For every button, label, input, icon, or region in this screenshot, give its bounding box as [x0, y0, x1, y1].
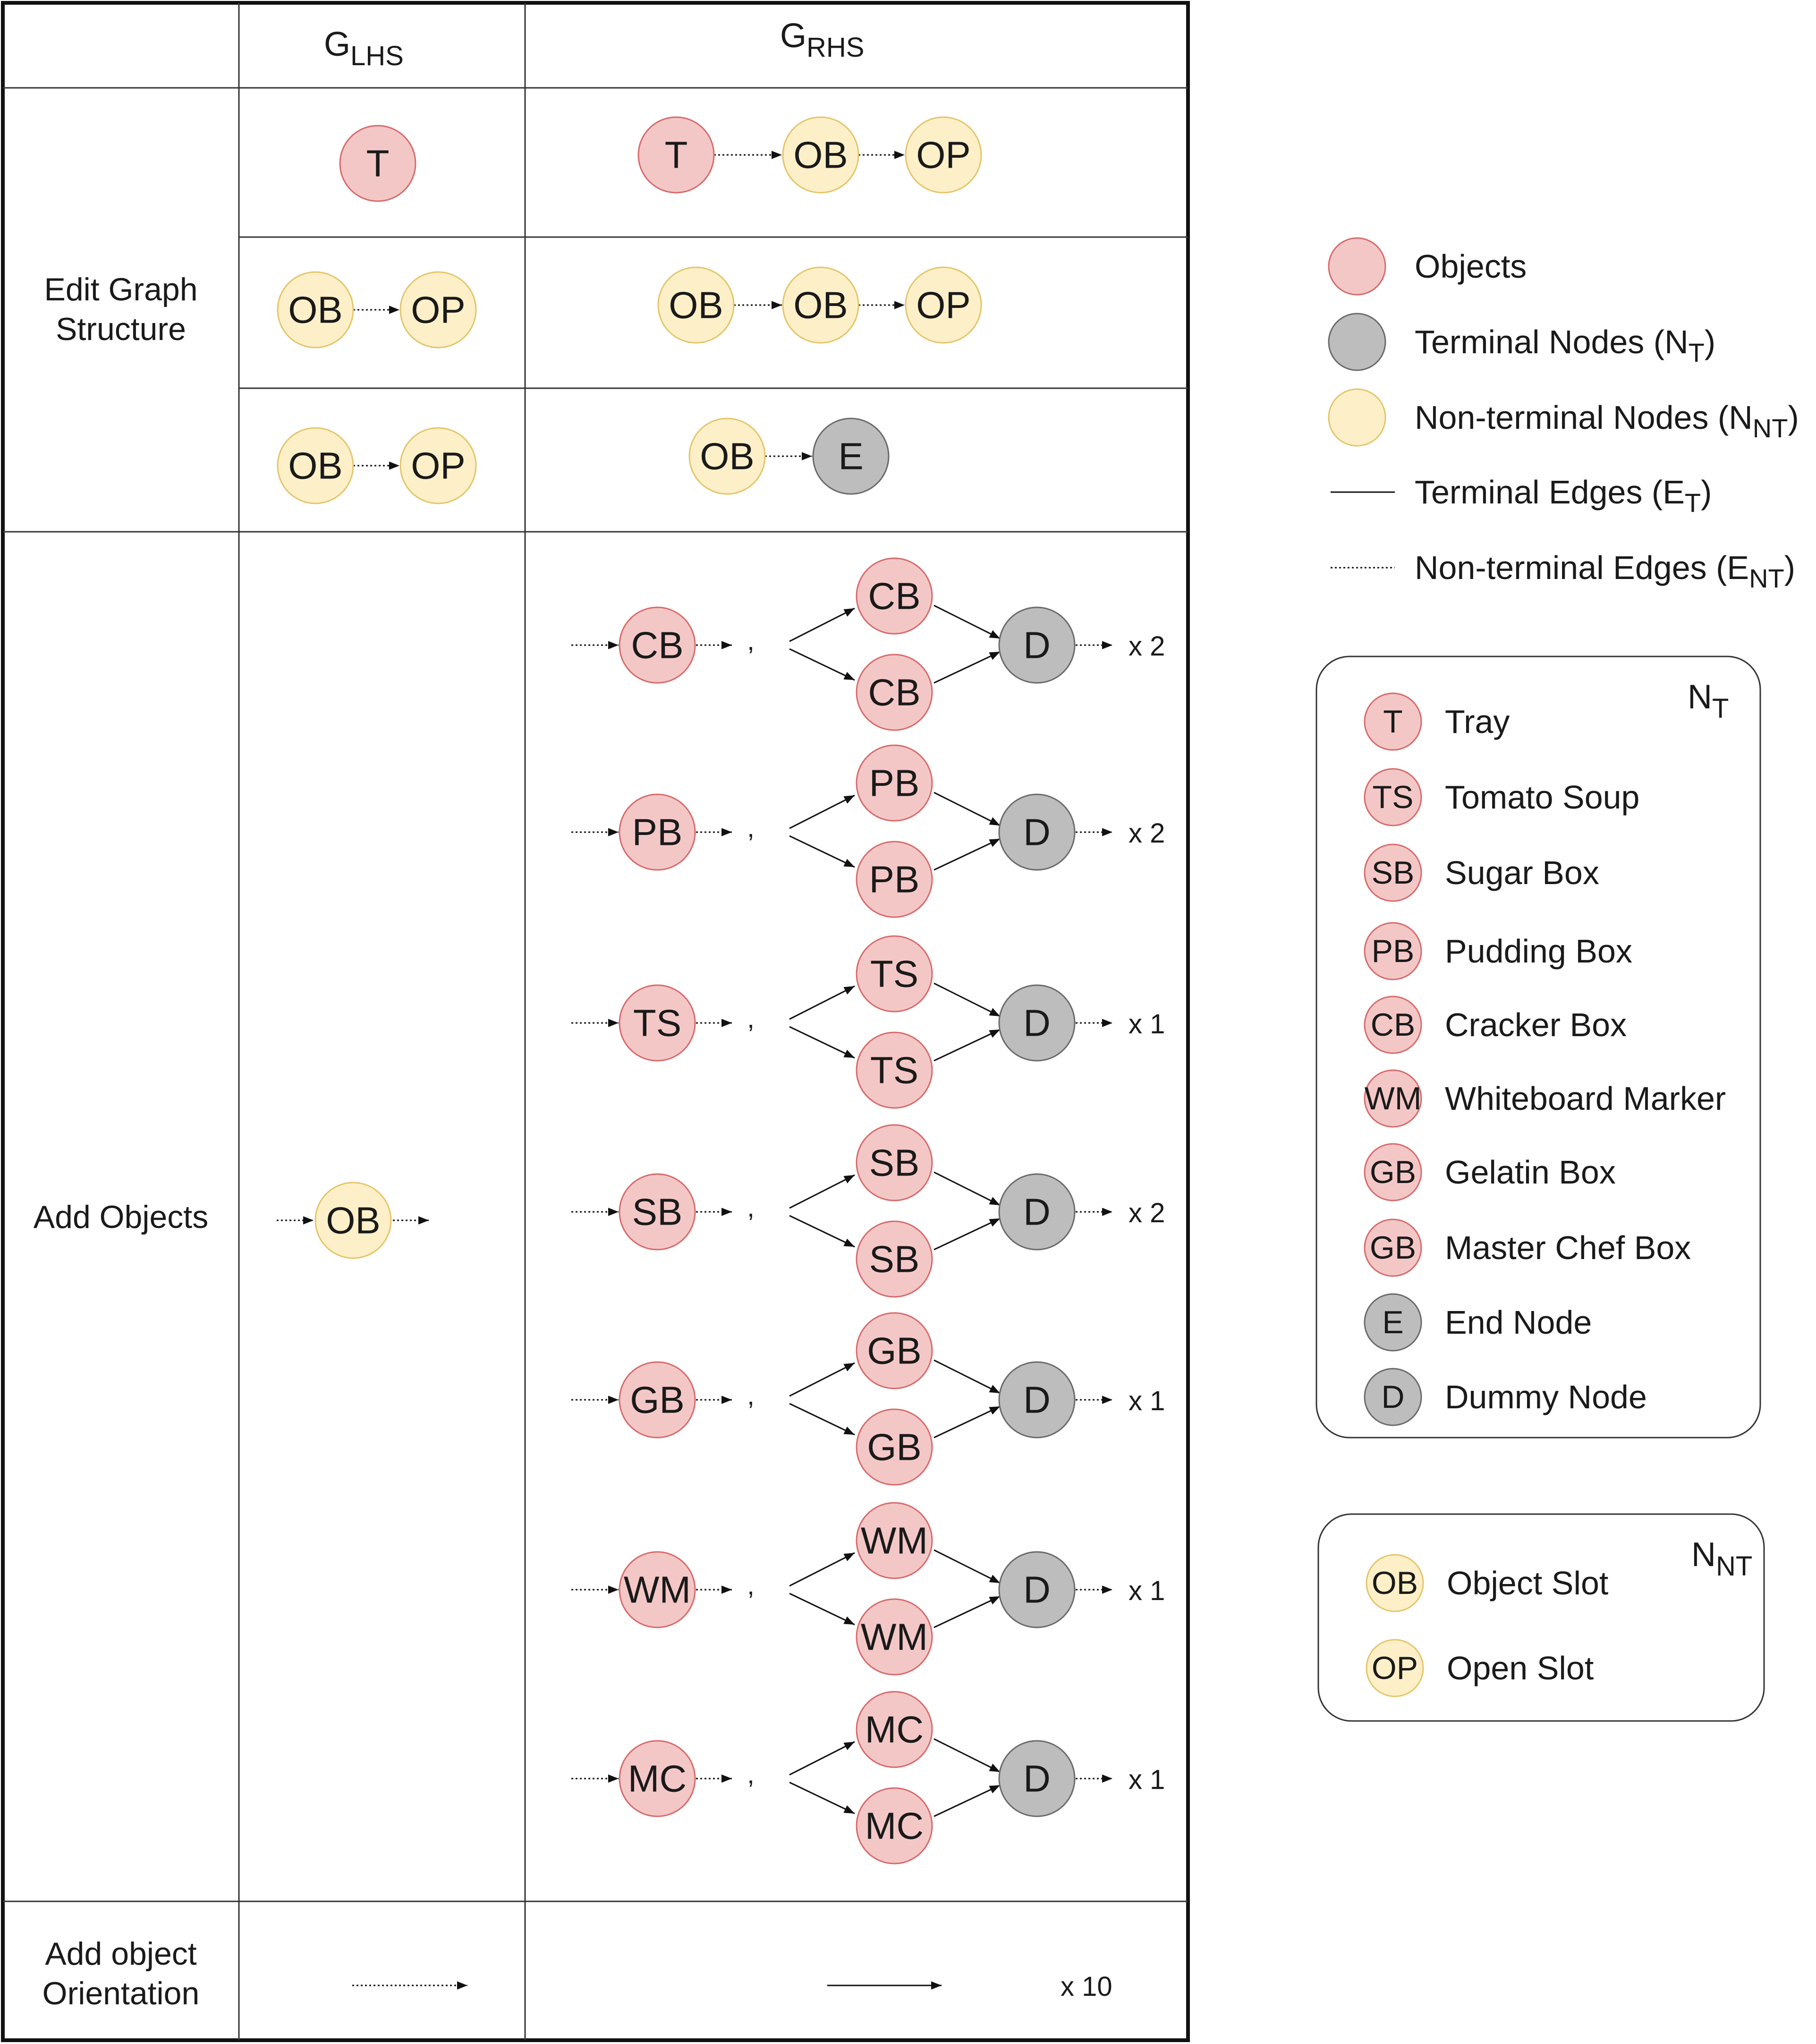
node-label: WM [860, 1519, 928, 1562]
add-objects-rule-pb-separator: , [747, 813, 755, 843]
legend-item-object [1329, 238, 1527, 295]
nonterminal-nodes-legend-swatch-ob [1366, 1555, 1423, 1611]
terminal-nodes-legend-swatch-e [1365, 1294, 1421, 1351]
add-objects-rule-gb-branch-bottom-edge [789, 1404, 855, 1435]
section-edit-graph-structure-line1: Edit Graph [44, 272, 198, 307]
add-objects-rule-mc-single-node [619, 1741, 695, 1816]
node-label: E [1382, 1304, 1404, 1340]
nonterminal-nodes-legend-title: $N_{NT}$ [1691, 1536, 1753, 1582]
terminal-nodes-legend-swatch-ts [1365, 769, 1421, 826]
terminal-nodes-legend-swatch-pb [1365, 923, 1421, 979]
terminal-nodes-legend-swatch-gb [1365, 1219, 1421, 1276]
add-objects-rule-cb-branch-bottom-edge [789, 649, 855, 680]
add-objects-rule-cb-separator: , [747, 626, 755, 656]
node-label: PB [632, 811, 683, 853]
add-objects-rule-pb-branch-bottom-edge [789, 836, 855, 867]
add-objects-rule-sb-branch-bottom-edge [789, 1216, 855, 1247]
add-objects-rule-pb-merge-bottom-edge [934, 839, 1000, 870]
add-objects-rule-gb-merge-top-edge [934, 1360, 1000, 1393]
add-objects-rule-sb-branch-top-edge [789, 1175, 855, 1208]
add-objects-rule-wm-dummy-node [999, 1552, 1075, 1627]
node-label: TS [1372, 779, 1414, 815]
add-objects-rule-ts-top-node [857, 936, 932, 1012]
node-label: OP [916, 284, 971, 326]
add-objects-rule-wm-branch-bottom-edge [789, 1593, 855, 1625]
add-objects-rule-cb-single-node [619, 607, 695, 683]
node-label: WM [623, 1568, 691, 1611]
add-objects-rule-wm-bottom-node [857, 1599, 932, 1675]
section-add-objects: Add Objects [33, 1199, 209, 1235]
rule3-lhs-node-op [400, 428, 476, 503]
node-label: OP [916, 134, 971, 176]
rule2-lhs-node-op [400, 272, 476, 348]
add-objects-rule-ts-dummy-node [999, 985, 1075, 1061]
legend-label: Non-terminal Nodes $(N_{NT})$ [1415, 399, 1799, 443]
add-objects-rule-mc-dummy-node [999, 1741, 1075, 1816]
node-label: D [1381, 1379, 1405, 1415]
node-label: MC [628, 1757, 687, 1800]
add-objects-rule-pb-merge-top-edge [934, 792, 1000, 826]
add-objects-rule-pb-single-node [619, 794, 695, 870]
add-objects-rule-cb-top-node [857, 558, 932, 634]
node-label: SB [632, 1191, 683, 1233]
terminal-nodes-legend-swatch-t [1365, 693, 1421, 750]
add-objects-rule-wm-multiplier: x 1 [1129, 1576, 1165, 1606]
node-label: D [1023, 811, 1051, 853]
node-label: OP [1371, 1650, 1418, 1686]
add-objects-rule-sb-top-node [857, 1125, 932, 1201]
add-objects-rule-mc-branch-bottom-edge [789, 1782, 855, 1814]
header-rhs: $G_{RHS}$ [780, 17, 865, 63]
terminal-nodes-legend-swatch-gb [1365, 1144, 1421, 1201]
add-objects-rule-wm-merge-bottom-edge [934, 1596, 1000, 1627]
terminal-nodes-legend [1316, 656, 1760, 1438]
node-label: MC [865, 1708, 924, 1751]
node-label: OB [288, 444, 343, 487]
node-label: GB [1369, 1154, 1417, 1190]
terminal-nodes-legend-label: End Node [1445, 1304, 1592, 1341]
node-label: CB [868, 575, 921, 617]
node-label: TS [870, 953, 919, 995]
node-label: PB [1371, 933, 1415, 969]
rule2-rhs-node-op [906, 267, 981, 343]
add-objects-rule-mc-multiplier: x 1 [1129, 1764, 1165, 1795]
node-label: OB [326, 1199, 381, 1242]
node-label: SB [1371, 855, 1415, 891]
add-objects-rule-sb-multiplier: x 2 [1129, 1198, 1165, 1228]
add-objects-rule-mc-merge-bottom-edge [934, 1785, 1000, 1816]
node-label: TS [633, 1002, 682, 1044]
add-objects-rule-cb-branch-top-edge [789, 608, 855, 641]
nodes-layer [278, 117, 1165, 2002]
add-objects-rule-sb-merge-top-edge [934, 1172, 1000, 1205]
add-objects-rule-gb-multiplier: x 1 [1129, 1386, 1165, 1416]
terminal-nodes-legend-label: Master Chef Box [1445, 1229, 1691, 1266]
add-objects-rule-sb-dummy-node [999, 1174, 1075, 1250]
add-objects-rule-ts-branch-top-edge [789, 986, 855, 1019]
node-label: TS [870, 1049, 919, 1091]
legend [1316, 238, 1799, 1721]
legend-label: Non-terminal Edges $(E_{NT})$ [1415, 549, 1796, 593]
add-objects-rule-cb-merge-bottom-edge [934, 652, 1000, 683]
legend-item-terminal-edge [1331, 474, 1712, 518]
node-label: WM [1364, 1081, 1422, 1116]
add-objects-rule-mc-separator: , [747, 1759, 755, 1789]
add-objects-rule-gb-dummy-node [999, 1362, 1075, 1438]
rule1-rhs-node-t [638, 117, 714, 193]
section-add-orientation-line1: Add object [45, 1936, 197, 1972]
terminal-nodes-legend-swatch-cb [1365, 996, 1421, 1053]
nonterminal-nodes-legend-swatch-op [1366, 1640, 1423, 1696]
node-label: D [1023, 1191, 1051, 1233]
header-lhs: $G_{LHS}$ [324, 26, 404, 71]
add-objects-rule-wm-single-node [619, 1552, 695, 1627]
add-objects-rule-cb-multiplier: x 2 [1129, 631, 1165, 662]
object-swatch [1329, 238, 1385, 295]
node-label: SB [869, 1238, 920, 1280]
terminal-nodes-legend-swatch-d [1365, 1369, 1421, 1425]
terminal-nodes-legend-label: Cracker Box [1445, 1006, 1627, 1043]
add-objects-rule-cb-bottom-node [857, 655, 932, 730]
add-objects-rule-wm-top-node [857, 1503, 932, 1578]
add-objects-rule-gb-branch-top-edge [789, 1363, 855, 1396]
rule3-rhs-node-e [813, 418, 889, 494]
node-label: PB [869, 858, 920, 901]
node-label: D [1023, 1379, 1051, 1421]
rule3-rhs-node-ob [689, 418, 765, 494]
orientation-multiplier: x 10 [1061, 1971, 1112, 2002]
legend-item-nonterminal-edge [1331, 549, 1795, 593]
add-objects-rule-pb-bottom-node [857, 842, 932, 917]
add-objects-lhs-node-ob [315, 1183, 391, 1258]
node-label: T [1383, 704, 1403, 740]
node-label: OP [411, 444, 466, 487]
add-objects-rule-gb-single-node [619, 1362, 695, 1438]
add-objects-rule-mc-bottom-node [857, 1788, 932, 1864]
node-label: OB [1371, 1565, 1418, 1601]
add-objects-rule-pb-multiplier: x 2 [1129, 818, 1165, 849]
nonterminal-nodes-legend-label: Open Slot [1447, 1650, 1594, 1686]
rule2-lhs-node-ob [278, 272, 353, 348]
edges-layer [277, 155, 1112, 1985]
add-objects-rule-ts-branch-bottom-edge [789, 1027, 855, 1058]
node-label: E [838, 435, 864, 477]
node-label: OB [669, 284, 723, 326]
legend-label: Terminal Nodes $(N_T)$ [1415, 324, 1716, 367]
terminal-nodes-legend-label: Whiteboard Marker [1445, 1080, 1726, 1117]
node-label: GB [630, 1379, 685, 1421]
node-label: T [366, 142, 390, 185]
node-label: D [1023, 1568, 1051, 1611]
node-label: GB [1369, 1230, 1417, 1266]
add-objects-rule-ts-merge-bottom-edge [934, 1030, 1000, 1061]
node-label: T [664, 134, 688, 176]
add-objects-rule-sb-merge-bottom-edge [934, 1218, 1000, 1250]
node-label: MC [865, 1805, 924, 1847]
rule2-rhs-node-ob [658, 267, 734, 343]
terminal-swatch [1329, 314, 1385, 370]
node-label: D [1023, 624, 1051, 666]
add-objects-rule-mc-top-node [857, 1692, 932, 1767]
nonterminal-swatch [1329, 389, 1385, 446]
node-label: WM [860, 1616, 928, 1658]
node-label: GB [867, 1329, 922, 1372]
add-objects-rule-pb-dummy-node [999, 794, 1075, 870]
node-label: CB [1370, 1007, 1416, 1043]
section-edit-graph-structure-line2: Structure [56, 311, 186, 347]
add-objects-rule-ts-separator: , [747, 1004, 755, 1033]
add-objects-rule-pb-branch-top-edge [789, 795, 855, 828]
node-label: OB [793, 134, 848, 176]
rule1-rhs-node-op [906, 117, 981, 193]
add-objects-rule-wm-merge-top-edge [934, 1550, 1000, 1583]
add-objects-rule-ts-bottom-node [857, 1032, 932, 1108]
section-add-orientation-line2: Orientation [42, 1976, 200, 2011]
rule3-lhs-node-ob [278, 428, 353, 503]
add-objects-rule-gb-separator: , [747, 1380, 755, 1410]
add-objects-rule-pb-top-node [857, 745, 932, 821]
add-objects-rule-cb-dummy-node [999, 607, 1075, 683]
terminal-nodes-legend-title: $N_T$ [1688, 678, 1729, 724]
terminal-nodes-legend-label: Sugar Box [1445, 854, 1599, 891]
add-objects-rule-sb-separator: , [747, 1192, 755, 1222]
node-label: PB [869, 762, 920, 804]
add-objects-rule-ts-multiplier: x 1 [1129, 1009, 1165, 1039]
terminal-nodes-legend-swatch-wm [1365, 1070, 1422, 1127]
add-objects-rule-sb-single-node [619, 1174, 695, 1250]
terminal-nodes-legend-label: Pudding Box [1445, 933, 1632, 970]
node-label: GB [867, 1426, 922, 1468]
legend-label: Terminal Edges $(E_T)$ [1415, 474, 1712, 518]
add-objects-rule-wm-separator: , [747, 1570, 755, 1600]
add-objects-rule-gb-top-node [857, 1313, 932, 1388]
node-label: OP [411, 289, 466, 331]
legend-item-terminal [1329, 314, 1715, 370]
add-objects-rule-ts-merge-top-edge [934, 983, 1000, 1016]
node-label: CB [631, 624, 684, 666]
legend-item-nonterminal [1329, 389, 1799, 446]
add-objects-rule-sb-bottom-node [857, 1221, 932, 1297]
nonterminal-nodes-legend [1318, 1514, 1764, 1721]
node-label: OB [288, 289, 343, 331]
node-label: D [1023, 1757, 1051, 1800]
rule1-rhs-node-ob [783, 117, 858, 193]
node-label: D [1023, 1002, 1051, 1044]
add-objects-rule-mc-branch-top-edge [789, 1742, 855, 1775]
terminal-nodes-legend-swatch-sb [1365, 844, 1421, 901]
terminal-nodes-legend-label: Dummy Node [1445, 1379, 1647, 1415]
rule1-lhs-node-t [340, 126, 416, 201]
node-label: CB [868, 671, 921, 714]
add-objects-rule-mc-merge-top-edge [934, 1739, 1000, 1772]
node-label: SB [869, 1141, 920, 1184]
legend-label: Objects [1415, 248, 1527, 285]
terminal-nodes-legend-label: Tomato Soup [1445, 779, 1640, 816]
add-objects-rule-ts-single-node [619, 985, 695, 1061]
node-label: OB [700, 435, 755, 477]
terminal-nodes-legend-label: Gelatin Box [1445, 1154, 1616, 1191]
add-objects-rule-cb-merge-top-edge [934, 605, 1000, 639]
rule2-rhs-node-ob [783, 267, 858, 343]
add-objects-rule-wm-branch-top-edge [789, 1553, 855, 1586]
add-objects-rule-gb-bottom-node [857, 1409, 932, 1485]
add-objects-rule-gb-merge-bottom-edge [934, 1406, 1000, 1438]
terminal-nodes-legend-label: Tray [1445, 703, 1510, 740]
node-label: OB [793, 284, 848, 326]
nonterminal-nodes-legend-label: Object Slot [1447, 1565, 1609, 1601]
